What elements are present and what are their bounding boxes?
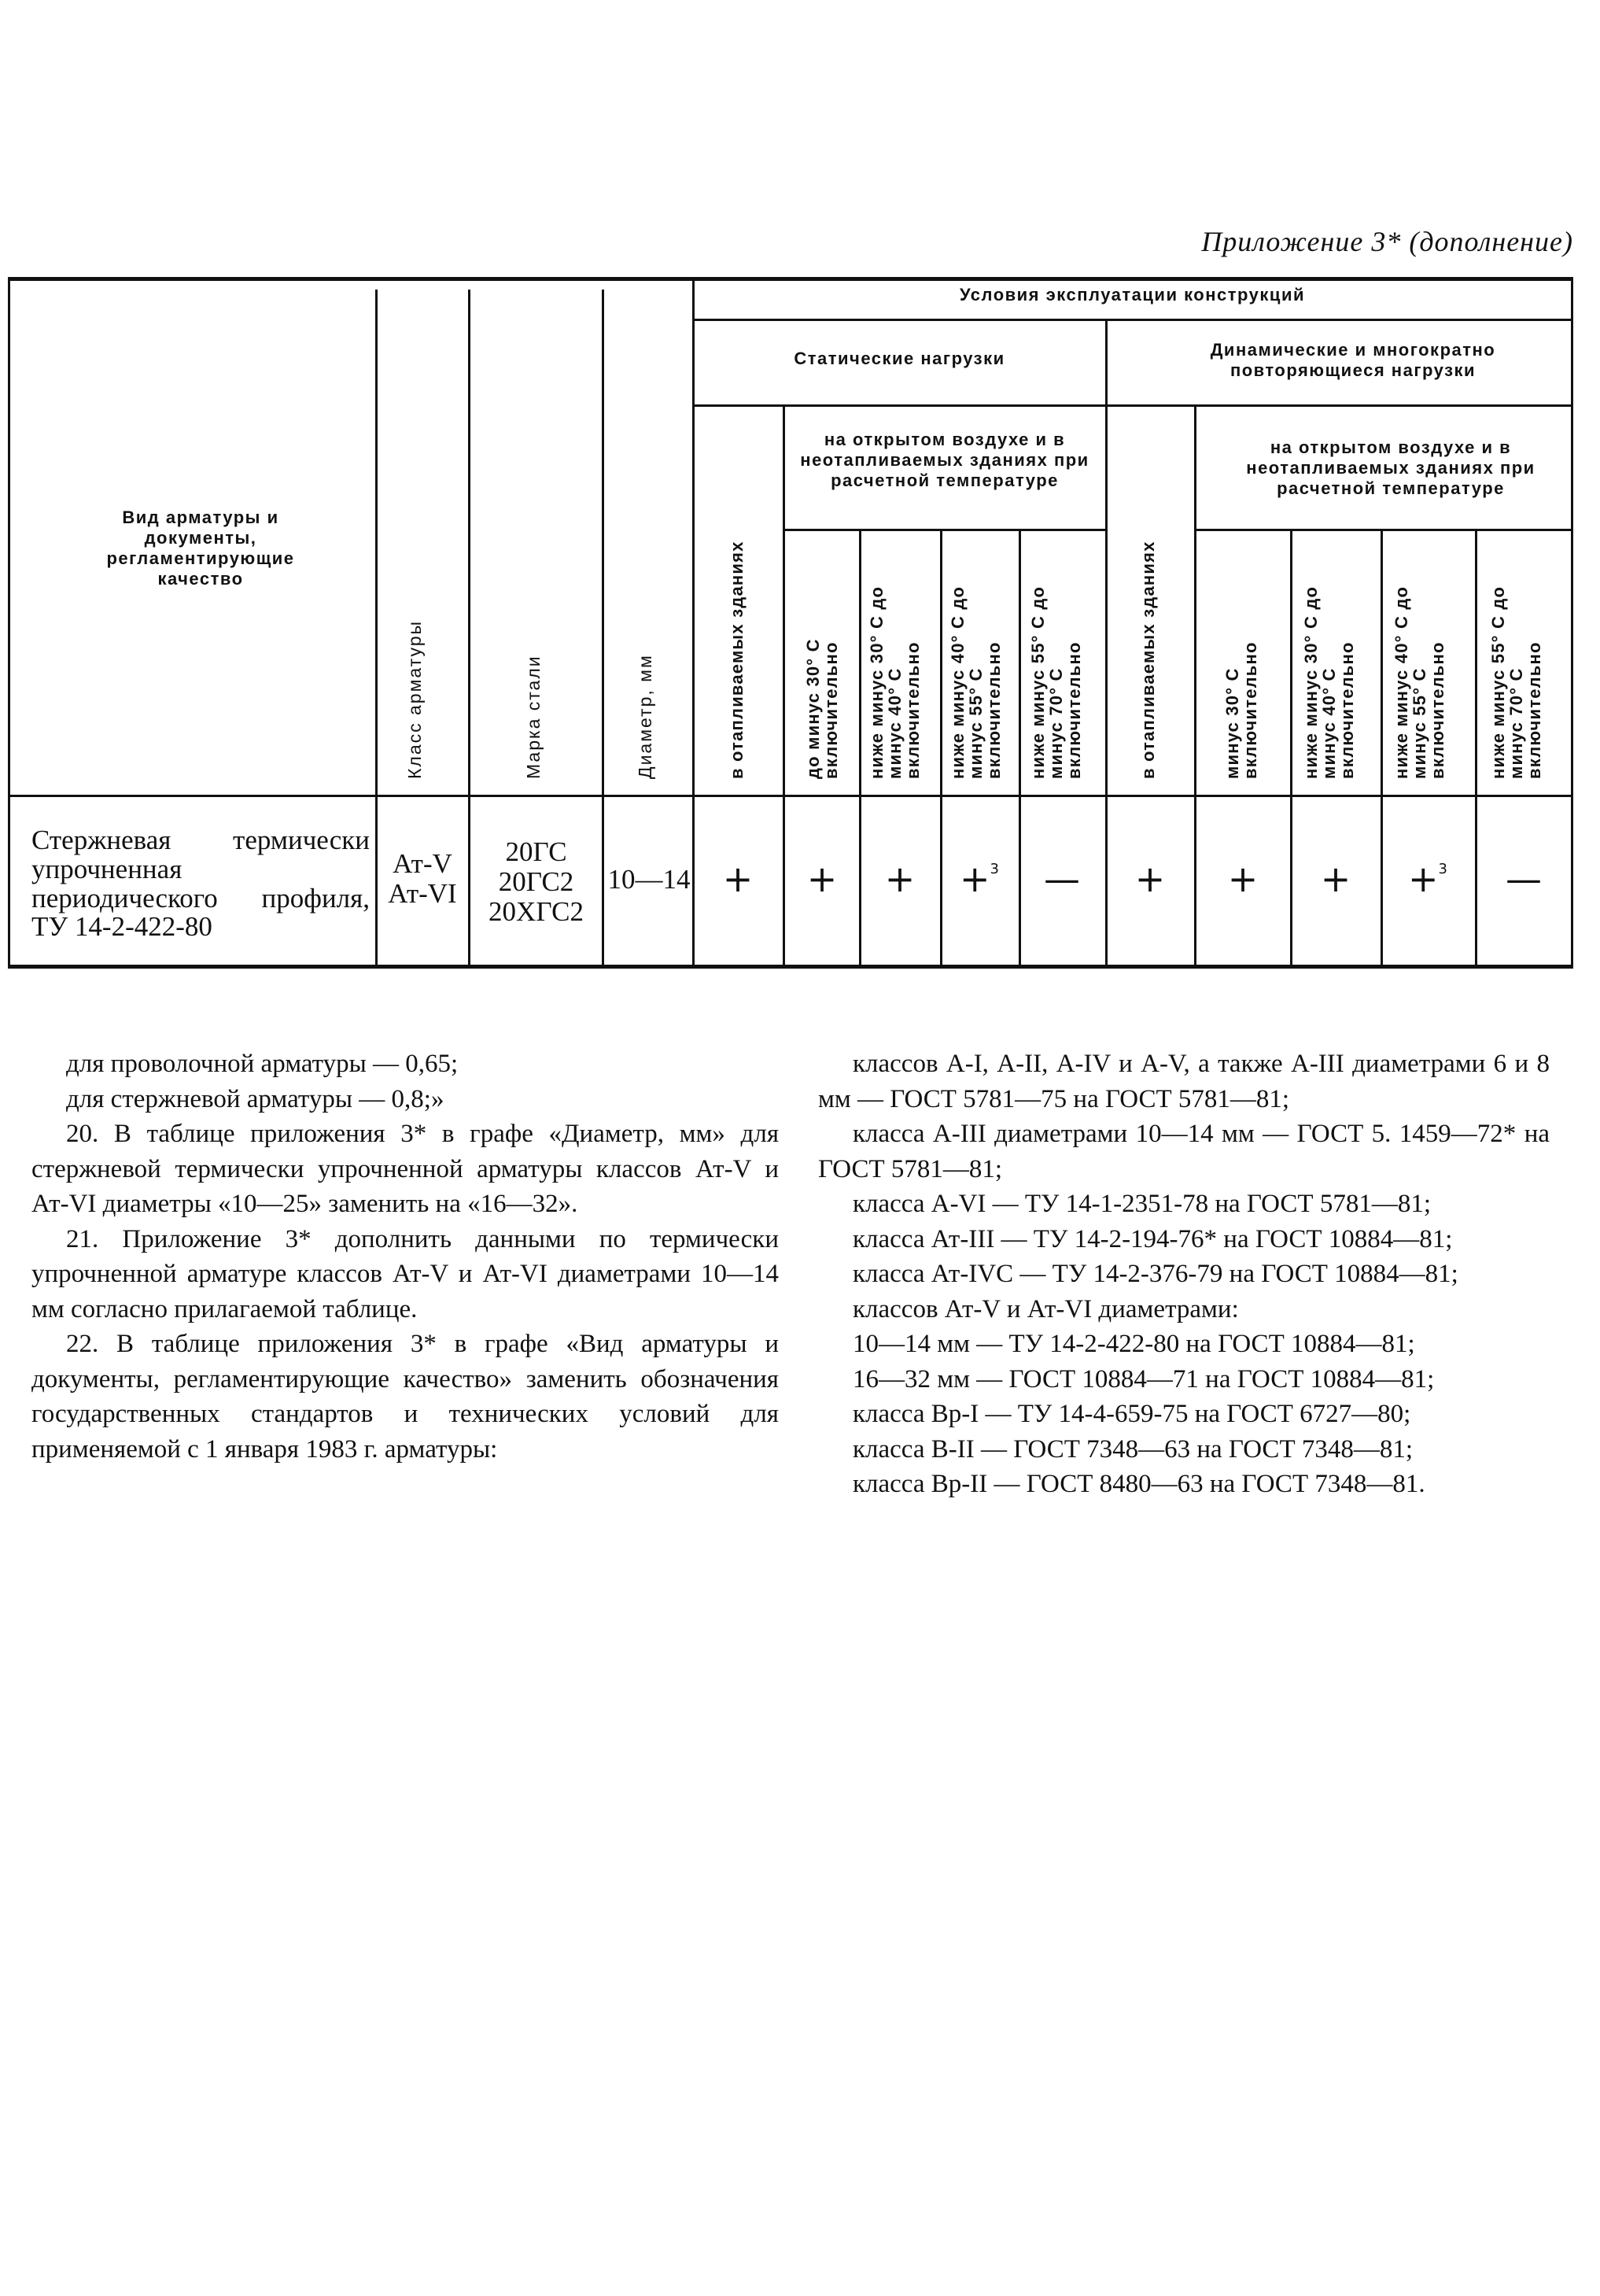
paragraph: 10—14 мм — ТУ 14-2-422-80 на ГОСТ 10884—81; <box>853 1330 1415 1358</box>
paragraph: для проволочной арматуры — 0,65; <box>66 1050 459 1078</box>
kind-column-header: Вид арматуры и документы, регламентирующие качество <box>106 508 295 589</box>
paragraph: классов А-I, А-II, А-IV и А-V, а также А-III диаметрами 6 и 8 мм — ГОСТ 5781—75 на ГОСТ 5781—81; <box>818 1050 1550 1113</box>
col-divider <box>1381 529 1383 968</box>
col-divider <box>1019 529 1021 968</box>
mark-static-3: +$^3$ <box>960 858 999 900</box>
heated-dynamic-header: в отапливаемых зданиях <box>1138 541 1158 779</box>
paragraph-item-20: 20. В таблице приложения 3* в графе «Диаметр, мм» для стержневой термически упрочненной арматуры классов Ат-V и Ат-VI диаметры «10—25» заменить на «16—32». <box>31 1120 779 1218</box>
col-divider <box>692 277 695 968</box>
paragraph: класса А-III диаметрами 10—14 мм — ГОСТ 5. 1459—72* на ГОСТ 5781—81; <box>818 1120 1550 1183</box>
col-divider <box>468 290 470 968</box>
table-left-border <box>8 277 10 968</box>
static-loads-header: Статические нагрузки <box>794 349 1005 368</box>
table-bottom-rule <box>8 965 1573 969</box>
row-kind: Стержневая термически упрочненная периодического профиля, ТУ 14-2-422-80 <box>31 825 370 943</box>
mark-heated-static: + <box>722 858 754 900</box>
temp-static-4: ниже минус 55° С до минус 70° С включительно <box>1028 585 1085 779</box>
reinforcement-table <box>0 0 1600 1023</box>
mark-static-2: + <box>884 858 916 900</box>
left-text-column <box>31 1046 779 1467</box>
col-divider <box>940 529 942 968</box>
col-divider <box>859 529 861 968</box>
mark-dynamic-2: + <box>1320 858 1351 900</box>
load-header-rule <box>692 404 1573 407</box>
dynamic-loads-header: Динамические и многократно повторяющиеся нагрузки <box>1210 340 1496 380</box>
outdoor-dynamic-header: на открытом воздухе и в неотапливаемых зданиях при расчетной температуре <box>1246 437 1535 498</box>
table-top-rule <box>8 277 1573 281</box>
paragraph: класса Ат-IVC — ТУ 14-2-376-79 на ГОСТ 10884—81; <box>853 1260 1458 1288</box>
footnote-mark: 3 <box>990 861 999 877</box>
outdoor-static-header: на открытом воздухе и в неотапливаемых зданиях при расчетной температуре <box>800 430 1089 490</box>
col-divider <box>375 290 378 968</box>
row-class-2: Ат-VI <box>388 878 457 909</box>
col-divider <box>1105 319 1108 968</box>
temp-dynamic-4: ниже минус 55° С до минус 70° С включительно <box>1488 585 1545 779</box>
right-text-column <box>818 1046 1550 1502</box>
col-divider <box>1194 404 1196 968</box>
heated-static-header: в отапливаемых зданиях <box>727 541 747 779</box>
class-column-header: Класс арматуры <box>404 619 425 779</box>
row-steel-1: 20ГС <box>505 836 567 867</box>
paragraph: для стержневой арматуры — 0,8;» <box>66 1084 444 1113</box>
conditions-header: Условия эксплуатации конструкций <box>959 285 1306 305</box>
temp-dynamic-3: ниже минус 40° С до минус 55° С включительно <box>1392 585 1448 779</box>
conditions-header-rule <box>692 319 1573 321</box>
col-divider <box>1290 529 1292 968</box>
temp-static-3: ниже минус 40° С до минус 55° С включительно <box>948 585 1005 779</box>
paragraph: класса Вр-II — ГОСТ 8480—63 на ГОСТ 7348—81. <box>853 1470 1425 1498</box>
row-diameter: 10—14 <box>607 864 691 895</box>
table-right-border <box>1571 277 1573 968</box>
row-steel-2: 20ГС2 <box>498 866 574 897</box>
outdoor-header-rule-dynamic <box>1194 529 1573 531</box>
temp-dynamic-1: минус 30° С включительно <box>1222 641 1261 779</box>
footnote-mark: 3 <box>1438 861 1447 877</box>
steel-column-header: Марка стали <box>523 655 544 779</box>
row-class-1: Ат-V <box>393 848 452 879</box>
mark-heated-dynamic: + <box>1134 858 1166 900</box>
temp-static-2: ниже минус 30° С до минус 40° С включительно <box>867 585 924 779</box>
row-steel-3: 20ХГС2 <box>488 896 584 927</box>
temp-dynamic-2: ниже минус 30° С до минус 40° С включительно <box>1301 585 1358 779</box>
paragraph: класса Ат-III — ТУ 14-2-194-76* на ГОСТ 10884—81; <box>853 1224 1453 1253</box>
paragraph: класса В-II — ГОСТ 7348—63 на ГОСТ 7348—81; <box>853 1434 1414 1464</box>
temp-static-1: до минус 30° С включительно <box>803 638 842 779</box>
mark-dynamic-3: +$^3$ <box>1408 858 1447 900</box>
paragraph: классов Ат-V и Ат-VI диаметрами: <box>853 1294 1239 1323</box>
paragraph-item-21: 21. Приложение 3* дополнить данными по термически упрочненной арматуре классов Ат-V и Ат-VI диаметрами 10—14 мм согласно прилагаемой таблице. <box>31 1224 779 1323</box>
header-bottom-rule <box>8 795 1573 797</box>
appendix-title: Приложение 3* (дополнение) <box>1201 226 1573 257</box>
col-divider <box>602 290 604 968</box>
outdoor-header-rule-static <box>783 529 1105 531</box>
mark-static-4: — <box>1044 858 1080 900</box>
col-divider <box>1475 529 1477 968</box>
paragraph-item-22: 22. В таблице приложения 3* в графе «Вид арматуры и документы, регламентирующие качество» заменить обозначения государственных стандартов и технических условий для применяемой с 1 января 1983 г. арматуры: <box>31 1330 779 1464</box>
paragraph: 16—32 мм — ГОСТ 10884—71 на ГОСТ 10884—81; <box>853 1364 1435 1393</box>
mark-dynamic-1: + <box>1227 858 1259 900</box>
paragraph: класса Вр-I — ТУ 14-4-659-75 на ГОСТ 6727—80; <box>853 1400 1411 1428</box>
paragraph: класса А-VI — ТУ 14-1-2351-78 на ГОСТ 5781—81; <box>853 1190 1432 1218</box>
mark-dynamic-4: — <box>1506 858 1542 900</box>
mark-static-1: + <box>806 858 838 900</box>
diameter-column-header: Диаметр, мм <box>635 654 655 779</box>
